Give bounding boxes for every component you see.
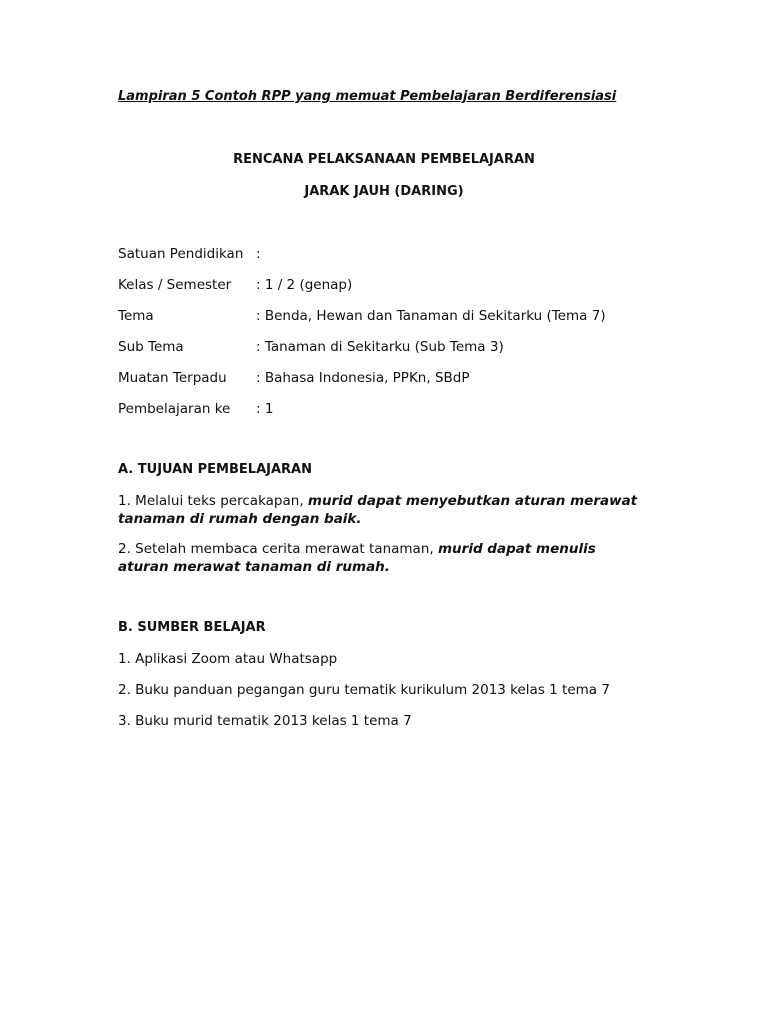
- resource-item: 2. Buku panduan pegangan guru tematik kurikulum 2013 kelas 1 tema 7: [118, 682, 610, 698]
- identity-value: : Bahasa Indonesia, PPKn, SBdP: [256, 370, 470, 386]
- resource-item: 3. Buku murid tematik 2013 kelas 1 tema 7: [118, 713, 412, 729]
- identity-label: Tema: [118, 308, 154, 324]
- identity-label: Satuan Pendidikan: [118, 246, 244, 262]
- identity-value: : 1 / 2 (genap): [256, 277, 353, 293]
- identity-value: : 1: [256, 401, 274, 417]
- identity-label: Pembelajaran ke: [118, 401, 231, 417]
- identity-label: Sub Tema: [118, 339, 184, 355]
- objective-item: 1. Melalui teks percakapan, murid dapat menyebutkan aturan merawat tanaman di rumah dengan baik.: [118, 493, 638, 527]
- appendix-caption: Lampiran 5 Contoh RPP yang memuat Pembelajaran Berdiferensiasi: [118, 89, 617, 104]
- resource-item: 1. Aplikasi Zoom atau Whatsapp: [118, 651, 338, 667]
- section-b-heading: B. SUMBER BELAJAR: [118, 620, 266, 635]
- objective-item: 2. Setelah membaca cerita merawat tanaman, murid dapat menulis aturan merawat tanaman di rumah.: [118, 541, 596, 575]
- identity-value: : Benda, Hewan dan Tanaman di Sekitarku (Tema 7): [256, 308, 606, 324]
- document-subtitle: JARAK JAUH (DARING): [304, 184, 464, 199]
- identity-value: : Tanaman di Sekitarku (Sub Tema 3): [256, 339, 504, 355]
- section-a-heading: A. TUJUAN PEMBELAJARAN: [118, 462, 312, 477]
- identity-label: Kelas / Semester: [118, 277, 232, 293]
- document-title: RENCANA PELAKSANAAN PEMBELAJARAN: [233, 152, 535, 167]
- identity-value: :: [256, 246, 261, 262]
- identity-label: Muatan Terpadu: [118, 370, 227, 386]
